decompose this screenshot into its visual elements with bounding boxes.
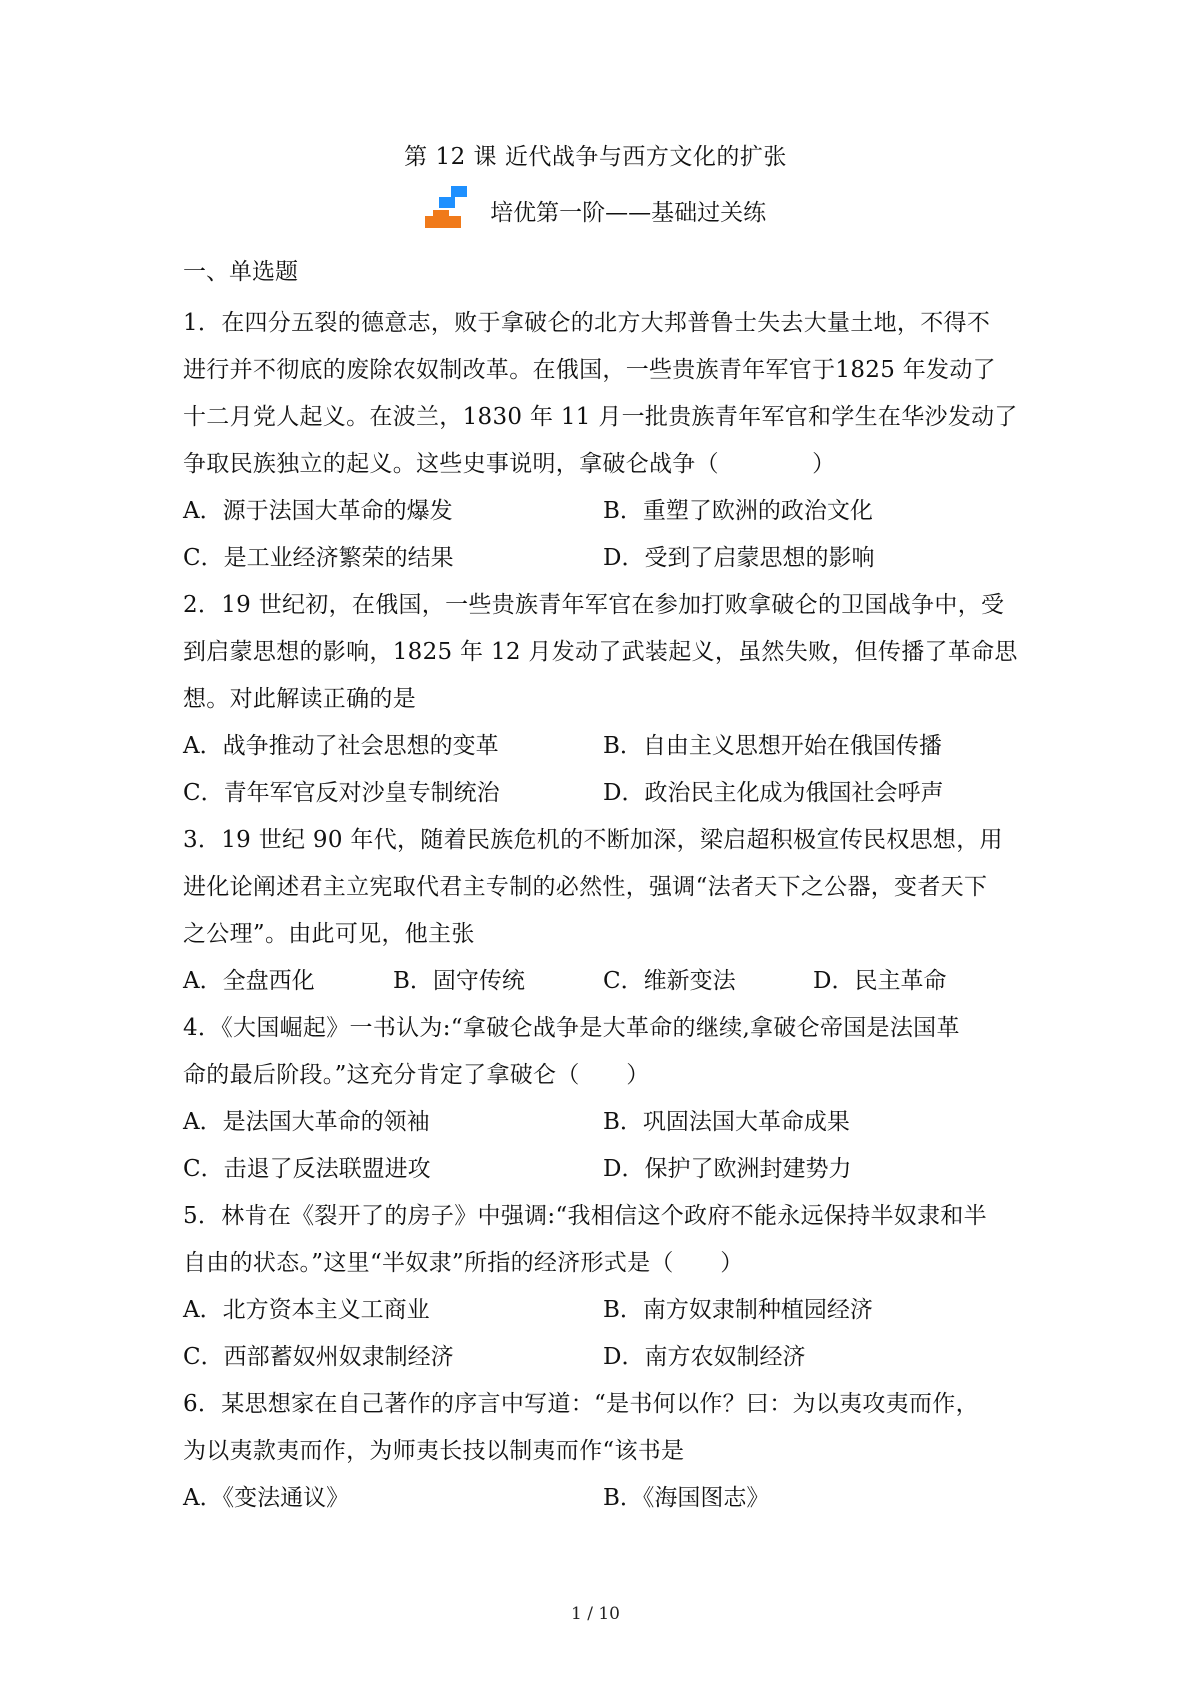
- question-line: 自由的状态。”这里“半奴隶”所指的经济形式是（ ）: [183, 1250, 744, 1276]
- question-line: 2．19 世纪初，在俄国，一些贵族青年军官在参加打败拿破仑的卫国战争中，受: [183, 592, 1005, 618]
- subtitle-row: [0, 192, 1191, 234]
- question-line: 到启蒙思想的影响，1825 年 12 月发动了武装起义，虽然失败，但传播了革命思: [183, 639, 1018, 665]
- option-b: B．固守传统: [393, 968, 525, 994]
- option-d: D．受到了启蒙思想的影响: [603, 545, 875, 571]
- options-row: [183, 770, 1023, 817]
- question-line: 进化论阐述君主立宪取代君主专制的必然性，强调“法者天下之公器，变者天下: [183, 874, 988, 900]
- question-line: 3．19 世纪 90 年代，随着民族危机的不断加深，梁启超积极宣传民权思想，用: [183, 827, 1003, 853]
- question-4: [183, 1005, 1023, 1193]
- stair-steps-icon: [425, 186, 477, 228]
- option-c: C．青年军官反对沙皇专制统治: [183, 780, 500, 806]
- options-row: [183, 1334, 1023, 1381]
- option-a: A．是法国大革命的领袖: [183, 1109, 430, 1135]
- option-b: B．重塑了欧洲的政治文化: [603, 498, 873, 524]
- option-a: A．源于法国大革命的爆发: [183, 498, 453, 524]
- options-row: [183, 723, 1023, 770]
- options-row: [183, 1475, 1023, 1522]
- section-heading: 一、单选题: [183, 259, 298, 285]
- option-a: A．战争推动了社会思想的变革: [183, 733, 499, 759]
- question-line: 争取民族独立的起义。这些史事说明，拿破仑战争（ ）: [183, 451, 836, 477]
- question-3: [183, 817, 1023, 1005]
- options-row: [183, 535, 1023, 582]
- option-c: C．维新变法: [603, 968, 736, 994]
- question-line: 命的最后阶段。”这充分肯定了拿破仑（ ）: [183, 1062, 650, 1088]
- option-b: B．南方奴隶制种植园经济: [603, 1297, 873, 1323]
- question-6: [183, 1381, 1023, 1522]
- page-number: 1 / 10: [571, 1604, 620, 1624]
- option-d: D．保护了欧洲封建势力: [603, 1156, 852, 1182]
- question-list: [183, 300, 1023, 1522]
- options-row: [183, 1287, 1023, 1334]
- options-row: [183, 1099, 1023, 1146]
- options-row: [183, 1146, 1023, 1193]
- option-d: D．南方农奴制经济: [603, 1344, 806, 1370]
- question-line: 6．某思想家在自己著作的序言中写道：“是书何以作？曰：为以夷攻夷而作，: [183, 1391, 979, 1417]
- option-b: B．《海国图志》: [603, 1485, 770, 1511]
- question-line: 5．林肯在《裂开了的房子》中强调:“我相信这个政府不能永远保持半奴隶和半: [183, 1203, 987, 1229]
- question-5: [183, 1193, 1023, 1381]
- option-d: D．民主革命: [813, 968, 947, 994]
- question-line: 进行并不彻底的废除农奴制改革。在俄国，一些贵族青年军官于1825 年发动了: [183, 357, 996, 383]
- subtitle: 培优第一阶——基础过关练: [490, 200, 767, 226]
- options-row: [183, 958, 1023, 1005]
- option-c: C．击退了反法联盟进攻: [183, 1156, 431, 1182]
- question-1: [183, 300, 1023, 582]
- question-line: 之公理”。由此可见，他主张: [183, 921, 475, 947]
- option-a: A．全盘西化: [183, 968, 315, 994]
- option-c: C．是工业经济繁荣的结果: [183, 545, 454, 571]
- question-line: 4．《大国崛起》一书认为:“拿破仑战争是大革命的继续,拿破仑帝国是法国革: [183, 1015, 960, 1041]
- question-line: 1．在四分五裂的德意志，败于拿破仑的北方大邦普鲁士失去大量土地，不得不: [183, 310, 991, 336]
- question-line: 为以夷款夷而作，为师夷长技以制夷而作“该书是: [183, 1438, 685, 1464]
- option-b: B．自由主义思想开始在俄国传播: [603, 733, 942, 759]
- question-line: 想。对此解读正确的是: [183, 686, 416, 712]
- option-c: C．西部蓄奴州奴隶制经济: [183, 1344, 454, 1370]
- option-d: D．政治民主化成为俄国社会呼声: [603, 780, 944, 806]
- option-a: A．北方资本主义工商业: [183, 1297, 430, 1323]
- option-a: A．《变法通议》: [183, 1485, 350, 1511]
- page-title: 第 12 课 近代战争与西方文化的扩张: [404, 144, 787, 170]
- question-2: [183, 582, 1023, 817]
- options-row: [183, 488, 1023, 535]
- question-line: 十二月党人起义。在波兰，1830 年 11 月一批贵族青年军官和学生在华沙发动了: [183, 404, 1018, 430]
- option-b: B．巩固法国大革命成果: [603, 1109, 850, 1135]
